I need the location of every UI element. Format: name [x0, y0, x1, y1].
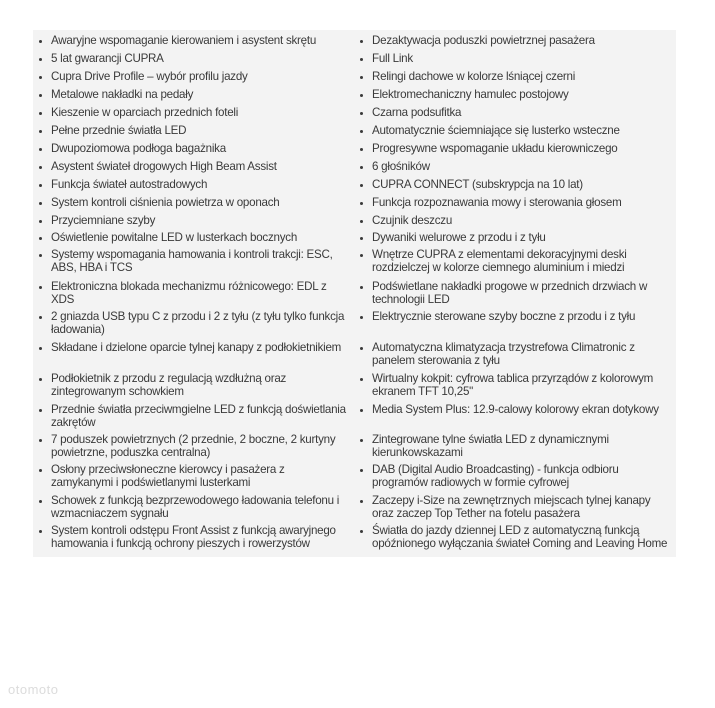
list-item: Osłony przeciwsłoneczne kierowcy i pasażera z zamykanymi i podświetlanymi lusterkami	[39, 464, 347, 489]
list-item: Cupra Drive Profile – wybór profilu jazdy	[39, 71, 347, 84]
list-item: Automatyczna klimatyzacja trzystrefowa Climatronic z panelem sterowania z tyłu	[359, 342, 673, 367]
list-item: Czujnik deszczu	[359, 215, 673, 228]
bullet-icon	[360, 40, 363, 43]
list-item: Wirtualny kokpit: cyfrowa tablica przyrządów z kolorowym ekranem TFT 10,25"	[359, 373, 673, 398]
bullet-icon	[39, 58, 42, 61]
list-item: Full Link	[359, 53, 673, 66]
bullet-icon	[360, 112, 363, 115]
bullet-icon	[360, 469, 363, 472]
bullet-icon	[39, 286, 42, 289]
bullet-icon	[39, 40, 42, 43]
bullet-icon	[360, 316, 363, 319]
bullet-icon	[39, 148, 42, 151]
bullet-icon	[360, 202, 363, 205]
list-item: Funkcja rozpoznawania mowy i sterowania głosem	[359, 197, 673, 210]
list-item: Pełne przednie światła LED	[39, 125, 347, 138]
list-item: DAB (Digital Audio Broadcasting) - funkcja odbioru programów radiowych w formie cyfrowej	[359, 464, 673, 489]
list-item: Automatycznie ściemniające się lusterko wsteczne	[359, 125, 673, 138]
list-item: Oświetlenie powitalne LED w lusterkach bocznych	[39, 232, 347, 245]
list-item: Systemy wspomagania hamowania i kontroli trakcji: ESC, ABS, HBA i TCS	[39, 249, 347, 274]
list-item: Dwupoziomowa podłoga bagażnika	[39, 143, 347, 156]
bullet-icon	[39, 316, 42, 319]
list-item: Metalowe nakładki na pedały	[39, 89, 347, 102]
bullet-icon	[360, 237, 363, 240]
bullet-icon	[39, 130, 42, 133]
bullet-icon	[39, 166, 42, 169]
list-item: Awaryjne wspomaganie kierowaniem i asystent skrętu	[39, 35, 347, 48]
list-item: 7 poduszek powietrznych (2 przednie, 2 boczne, 2 kurtyny powietrzne, poduszka centralna)	[39, 434, 347, 459]
bullet-icon	[360, 500, 363, 503]
bullet-icon	[360, 220, 363, 223]
list-item: Schowek z funkcją bezprzewodowego ładowania telefonu i wzmacniaczem sygnału	[39, 495, 347, 520]
otomoto-watermark: otomoto	[8, 682, 59, 697]
list-item: Dezaktywacja poduszki powietrznej pasażera	[359, 35, 673, 48]
list-item: System kontroli odstępu Front Assist z funkcją awaryjnego hamowania i funkcją ochrony pieszych i rowerzystów	[39, 525, 347, 550]
bullet-icon	[360, 184, 363, 187]
bullet-icon	[360, 439, 363, 442]
list-item: Przednie światła przeciwmgielne LED z funkcją doświetlania zakrętów	[39, 404, 347, 429]
bullet-icon	[360, 347, 363, 350]
list-item: Podłokietnik z przodu z regulacją wzdłużną oraz zintegrowanym schowkiem	[39, 373, 347, 398]
list-item: 6 głośników	[359, 161, 673, 174]
list-item: Zaczepy i-Size na zewnętrznych miejscach tylnej kanapy oraz zaczep Top Tether na fotelu pasażera	[359, 495, 673, 520]
list-item: CUPRA CONNECT (subskrypcja na 10 lat)	[359, 179, 673, 192]
bullet-icon	[39, 347, 42, 350]
list-item: Elektroniczna blokada mechanizmu różnicowego: EDL z XDS	[39, 281, 347, 306]
bullet-icon	[360, 286, 363, 289]
list-item: Kieszenie w oparciach przednich foteli	[39, 107, 347, 120]
list-item: Czarna podsufitka	[359, 107, 673, 120]
list-item: System kontroli ciśnienia powietrza w oponach	[39, 197, 347, 210]
list-item: Progresywne wspomaganie układu kierowniczego	[359, 143, 673, 156]
list-item: Podświetlane nakładki progowe w przednich drzwiach w technologii LED	[359, 281, 673, 306]
list-item: Zintegrowane tylne światła LED z dynamicznymi kierunkowskazami	[359, 434, 673, 459]
bullet-icon	[39, 237, 42, 240]
bullet-icon	[39, 439, 42, 442]
bullet-icon	[360, 378, 363, 381]
list-item: Światła do jazdy dziennej LED z automatyczną funkcją opóźnionego wyłączania świateł Coming and Leaving Home	[359, 525, 673, 550]
list-item: Dywaniki welurowe z przodu i z tyłu	[359, 232, 673, 245]
bullet-icon	[360, 76, 363, 79]
list-item: Funkcja świateł autostradowych	[39, 179, 347, 192]
list-item: Media System Plus: 12.9-calowy kolorowy ekran dotykowy	[359, 404, 673, 417]
list-item: Elektrycznie sterowane szyby boczne z przodu i z tyłu	[359, 311, 673, 324]
bullet-icon	[39, 469, 42, 472]
bullet-icon	[360, 409, 363, 412]
bullet-icon	[360, 148, 363, 151]
list-item: 5 lat gwarancji CUPRA	[39, 53, 347, 66]
bullet-icon	[39, 112, 42, 115]
list-item: Wnętrze CUPRA z elementami dekoracyjnymi deski rozdzielczej w kolorze ciemnego aluminium i miedzi	[359, 249, 673, 274]
bullet-icon	[39, 500, 42, 503]
list-item: Asystent świateł drogowych High Beam Assist	[39, 161, 347, 174]
bullet-icon	[39, 76, 42, 79]
list-item: Elektromechaniczny hamulec postojowy	[359, 89, 673, 102]
bullet-icon	[360, 58, 363, 61]
bullet-icon	[39, 254, 42, 257]
bullet-icon	[39, 184, 42, 187]
list-item: 2 gniazda USB typu C z przodu i 2 z tyłu (z tyłu tylko funkcja ładowania)	[39, 311, 347, 336]
bullet-icon	[39, 409, 42, 412]
bullet-icon	[360, 130, 363, 133]
bullet-icon	[39, 378, 42, 381]
list-item: Składane i dzielone oparcie tylnej kanapy z podłokietnikiem	[39, 342, 347, 355]
bullet-icon	[39, 202, 42, 205]
bullet-icon	[360, 94, 363, 97]
bullet-icon	[39, 530, 42, 533]
bullet-icon	[360, 166, 363, 169]
bullet-icon	[39, 94, 42, 97]
bullet-icon	[39, 220, 42, 223]
bullet-icon	[360, 254, 363, 257]
equipment-panel	[33, 30, 676, 557]
bullet-icon	[360, 530, 363, 533]
list-item: Relingi dachowe w kolorze lśniącej czerni	[359, 71, 673, 84]
list-item: Przyciemniane szyby	[39, 215, 347, 228]
